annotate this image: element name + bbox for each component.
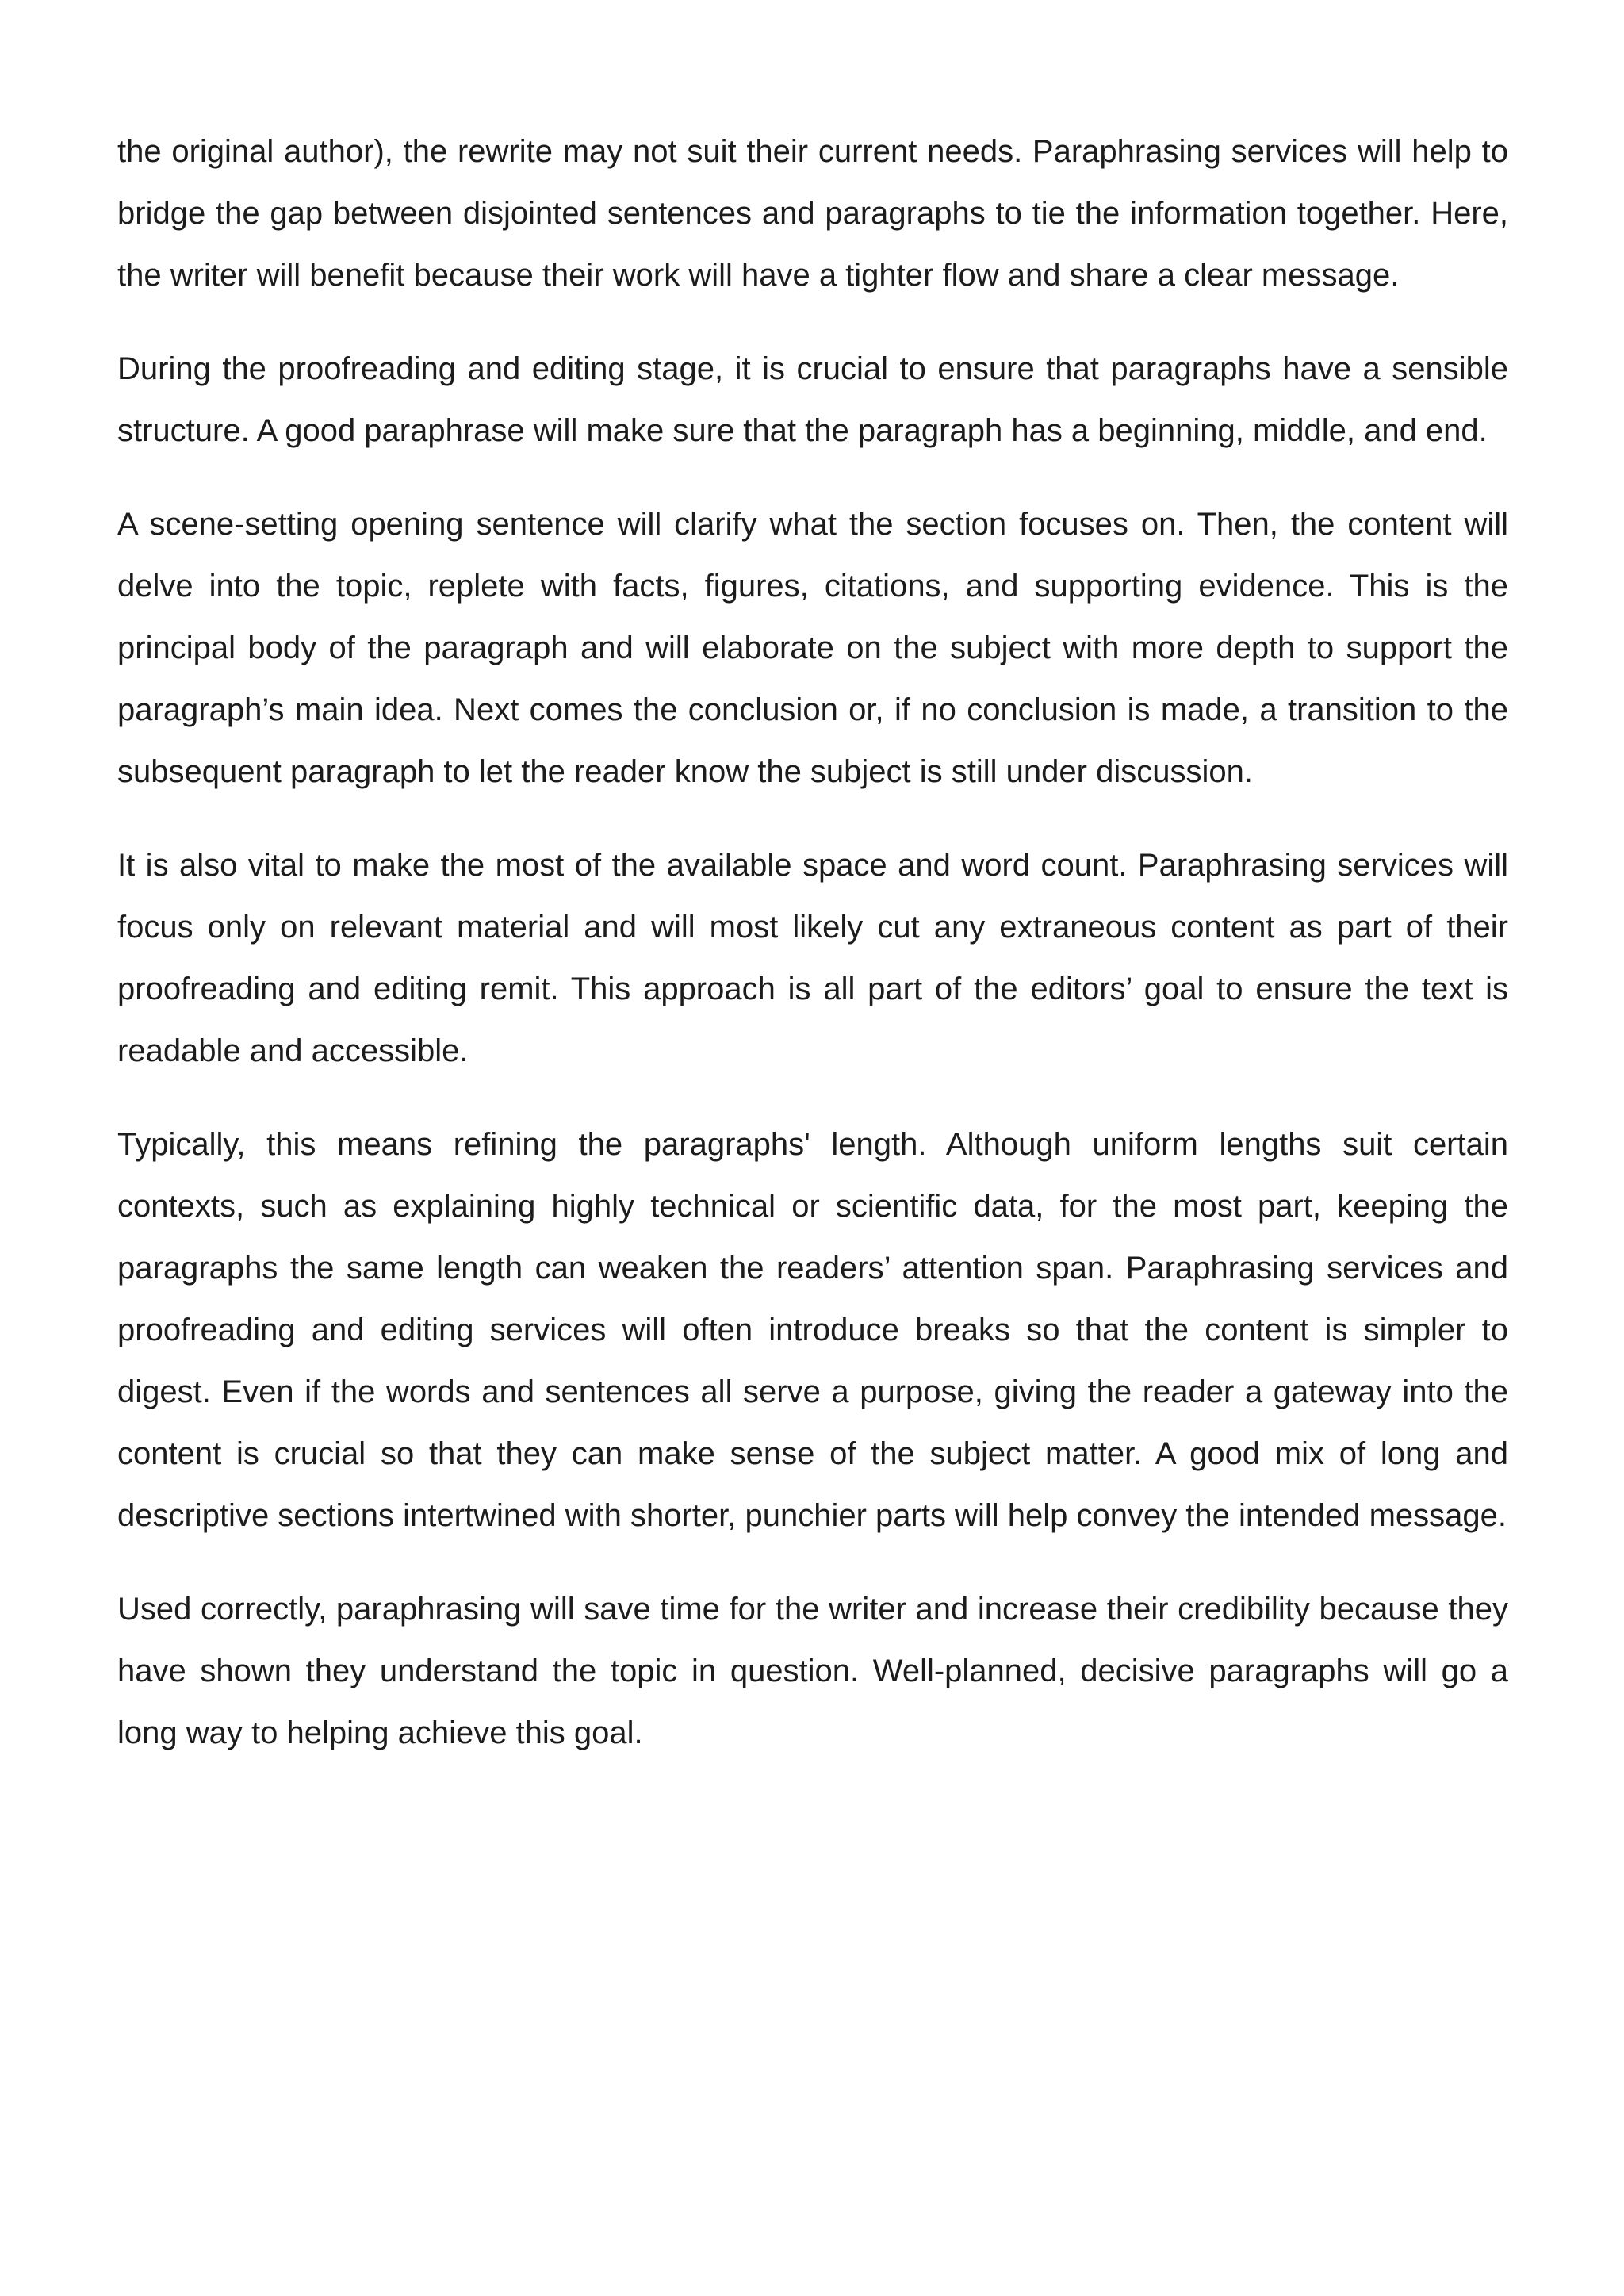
paragraph-5: Typically, this means refining the paragraphs' length. Although uniform lengths suit certain contexts, such as explaining highly technical or scientific data, for the most part, keeping the paragraphs the same length can weaken the readers’ attention span. Paraphrasing services and proofreading and editing services will often introduce breaks so that the content is simpler to digest. Even if the words and sentences all serve a purpose, giving the reader a gateway into the content is crucial so that they can make sense of the subject matter. A good mix of long and descriptive sections intertwined with shorter, punchier parts will help convey the intended message. [117,1127,1508,1533]
paragraph-3: A scene-setting opening sentence will clarify what the section focuses on. Then, the content will delve into the topic, replete with facts, figures, citations, and supporting evidence. This is the principal body of the paragraph and will elaborate on the subject with more depth to support the paragraph’s main idea. Next comes the conclusion or, if no conclusion is made, a transition to the subsequent paragraph to let the reader know the subject is still under discussion. [117,507,1508,789]
paragraph-2: During the proofreading and editing stage, it is crucial to ensure that paragraphs have a sensible structure. A good paraphrase will make sure that the paragraph has a beginning, middle, and end. [117,351,1508,448]
paragraph-4: It is also vital to make the most of the available space and word count. Paraphrasing services will focus only on relevant material and will most likely cut any extraneous content as part of their proofreading and editing remit. This approach is all part of the editors’ goal to ensure the text is readable and accessible. [117,848,1508,1068]
paragraph-1: the original author), the rewrite may not suit their current needs. Paraphrasing services will help to bridge the gap between disjointed sentences and paragraphs to tie the information together. Here, the writer will benefit because their work will have a tighter flow and share a clear message. [117,134,1508,293]
document-body [117,121,1508,1796]
paragraph-6: Used correctly, paraphrasing will save time for the writer and increase their credibility because they have shown they understand the topic in question. Well-planned, decisive paragraphs will go a long way to helping achieve this goal. [117,1592,1508,1750]
